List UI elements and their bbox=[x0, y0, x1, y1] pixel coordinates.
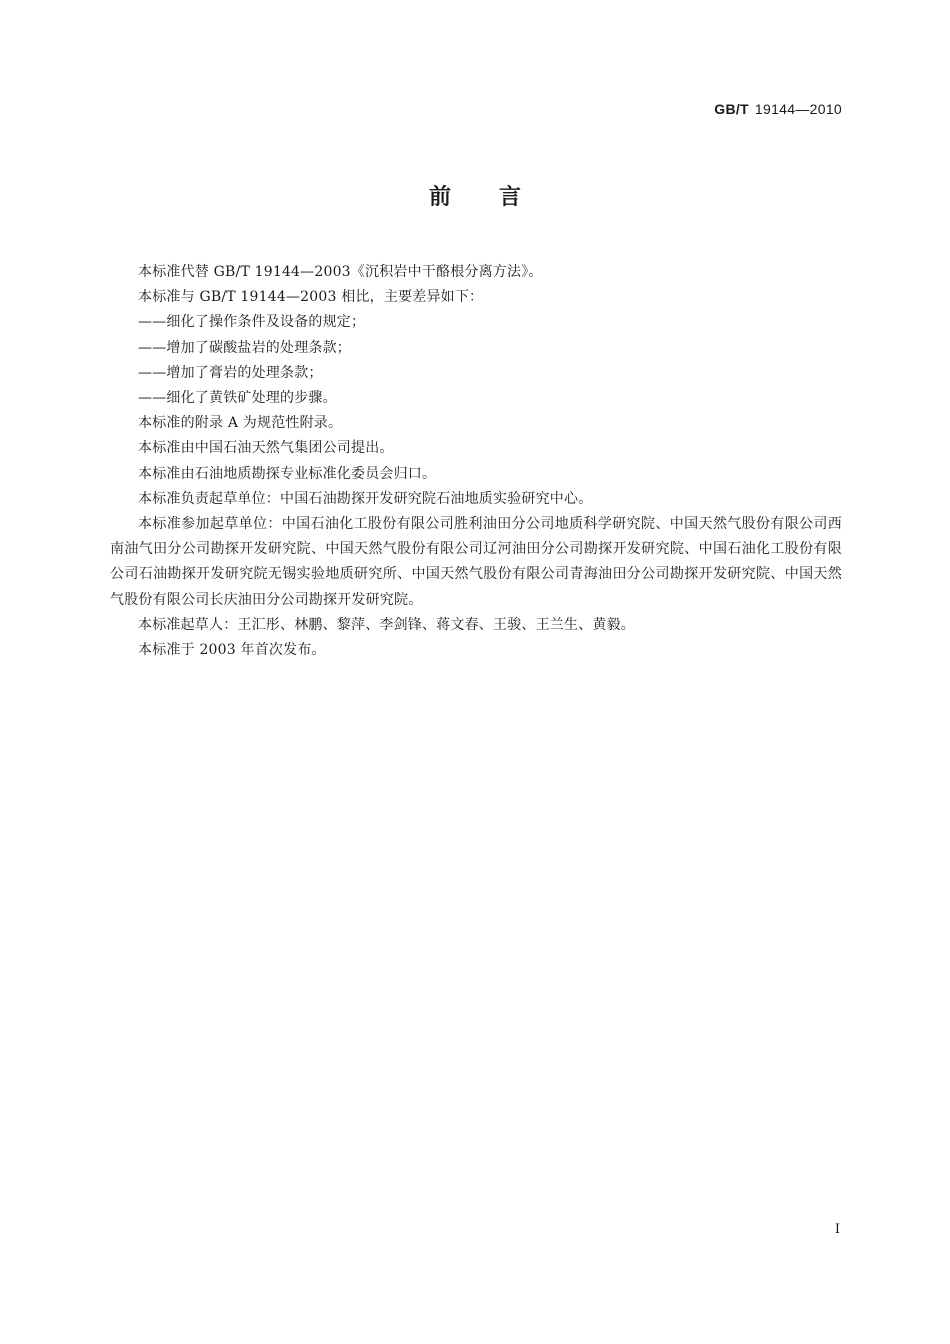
paragraph-drafters: 本标准起草人：王汇彤、林鹏、黎萍、李剑锋、蒋文春、王骏、王兰生、黄毅。 bbox=[138, 616, 635, 633]
standard-code bbox=[714, 101, 842, 117]
paragraph-proposed-by: 本标准由中国石油天然气集团公司提出。 bbox=[138, 440, 394, 457]
difference-item: ——细化了黄铁矿处理的步骤。 bbox=[138, 390, 337, 407]
paragraph-annex: 本标准的附录 A 为规范性附录。 bbox=[138, 415, 343, 432]
paragraph-replaces: 本标准代替 GB/T 19144—2003《沉积岩中干酪根分离方法》。 bbox=[138, 264, 543, 280]
paragraph-managed-by: 本标准由石油地质勘探专业标准化委员会归口。 bbox=[138, 465, 437, 482]
standard-prefix: GB/T bbox=[714, 101, 749, 117]
page-number: I bbox=[834, 1222, 840, 1237]
paragraph-lead-drafter: 本标准负责起草单位：中国石油勘探开发研究院石油地质实验研究中心。 bbox=[138, 490, 593, 507]
paragraph-participating-drafters: 本标准参加起草单位：中国石油化工股份有限公司胜利油田分公司地质科学研究院、中国天然气股份有限公司西南油气田分公司勘探开发研究院、中国天然气股份有限公司辽河油田分公司勘探开发研究院、中国石油化工股份有限公司石油勘探开发研究院无锡实验地质研究所、中国天然气股份有限公司青海油田分公司勘探开发研究院、中国天然气股份有限公司长庆油田分公司勘探开发研究院。 bbox=[110, 516, 842, 608]
paragraph-first-published: 本标准于 2003 年首次发布。 bbox=[138, 642, 326, 659]
foreword-body bbox=[110, 260, 842, 663]
difference-item: ——增加了膏岩的处理条款； bbox=[138, 364, 323, 381]
difference-item: ——细化了操作条件及设备的规定； bbox=[138, 314, 366, 331]
page-title: 前言 bbox=[428, 185, 569, 210]
difference-item: ——增加了碳酸盐岩的处理条款； bbox=[138, 339, 351, 356]
standard-number: 19144—2010 bbox=[754, 101, 842, 117]
paragraph-differences-intro: 本标准与 GB/T 19144—2003 相比，主要差异如下： bbox=[138, 289, 484, 306]
